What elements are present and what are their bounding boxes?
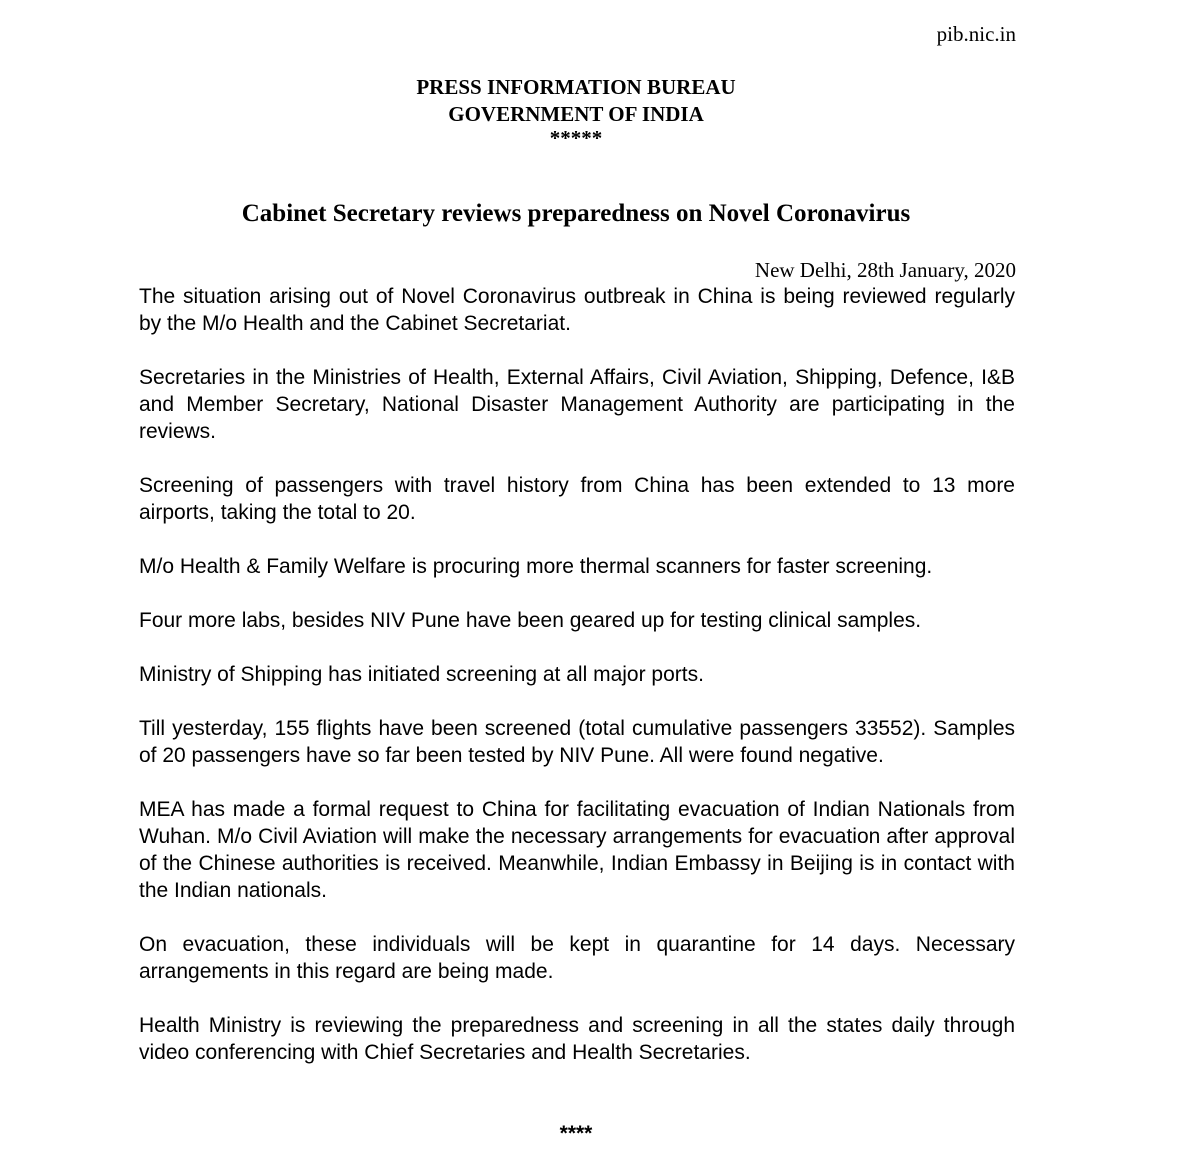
paragraph-port-screening: Ministry of Shipping has initiated screening at all major ports.	[139, 663, 704, 686]
paragraph-review-status: The situation arising out of Novel Coronavirus outbreak in China is being reviewed regularly by the M/o Health and the Cabinet Secretariat.	[139, 285, 1015, 335]
paragraph-evacuation-request: MEA has made a formal request to China for facilitating evacuation of Indian Nationals from Wuhan. M/o Civil Aviation will make the necessary arrangements for evacuation after approval of the Chinese authorities is received. Meanwhile, Indian Embassy in Beijing is in contact with the Indian nationals.	[139, 798, 1015, 902]
page-title: Cabinet Secretary reviews preparedness on Novel Coronavirus	[241, 200, 911, 227]
paragraph-thermal-scanners: M/o Health & Family Welfare is procuring more thermal scanners for faster screening.	[139, 555, 933, 578]
paragraph-airport-screening: Screening of passengers with travel history from China has been extended to 13 more airports, taking the total to 20.	[139, 474, 1015, 524]
dateline: New Delhi, 28th January, 2020	[754, 258, 1016, 282]
issuer-header	[0, 74, 1152, 148]
paragraph-flights-screened: Till yesterday, 155 flights have been screened (total cumulative passengers 33552). Samples of 20 passengers have so far been tested by NIV Pune. All were found negative.	[139, 717, 1015, 767]
paragraph-participants: Secretaries in the Ministries of Health, External Affairs, Civil Aviation, Shipping, Defence, I&B and Member Secretary, National Disaster Management Authority are participating in the reviews.	[139, 366, 1015, 443]
end-marker: ****	[559, 1122, 593, 1145]
government-name: GOVERNMENT OF INDIA	[448, 102, 704, 126]
paragraph-state-review: Health Ministry is reviewing the preparedness and screening in all the states daily through video conferencing with Chief Secretaries and Health Secretaries.	[139, 1014, 1015, 1064]
article-body	[139, 283, 1015, 1093]
paragraph-labs: Four more labs, besides NIV Pune have been geared up for testing clinical samples.	[139, 609, 922, 632]
paragraph-quarantine: On evacuation, these individuals will be kept in quarantine for 14 days. Necessary arrangements in this regard are being made.	[139, 933, 1015, 983]
org-name: PRESS INFORMATION BUREAU	[416, 75, 736, 99]
source-url: pib.nic.in	[936, 22, 1016, 46]
header-separator: *****	[549, 126, 603, 150]
